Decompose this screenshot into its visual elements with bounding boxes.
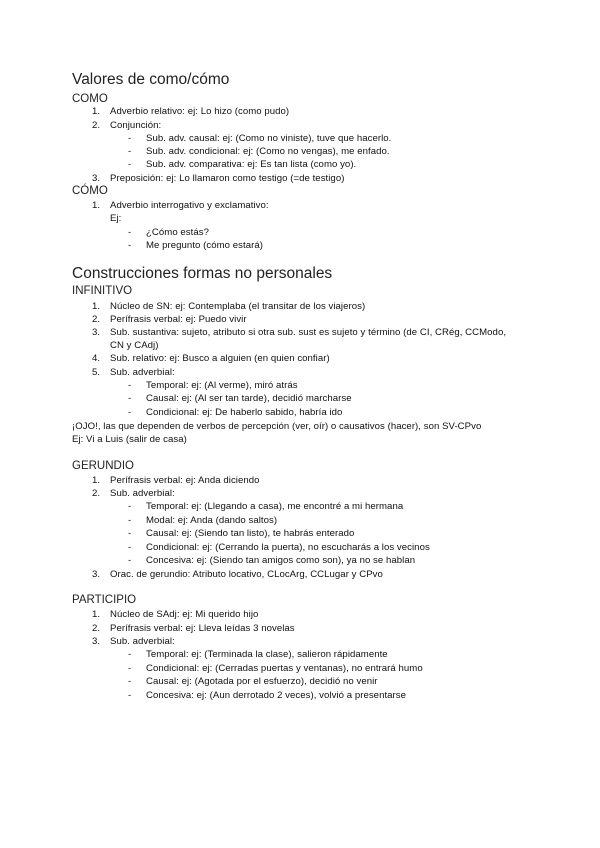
sub-list-item: Temporal: ej: (Terminada la clase), salieron rápidamente — [146, 649, 388, 660]
list-number: 2. — [91, 314, 100, 325]
list-item: Adverbio interrogativo y exclamativo: — [110, 200, 269, 211]
note-ojo: ¡OJO!, las que dependen de verbos de percepción (ver, oír) o causativos (hacer), son SV-CPvo — [72, 421, 482, 432]
bullet-dash: - — [128, 555, 132, 566]
list-item: Sub. adverbial: — [110, 488, 175, 499]
list-item: Perífrasis verbal: ej: Anda diciendo — [110, 475, 260, 486]
list-item: Perífrasis verbal: ej: Lleva leídas 3 novelas — [110, 623, 295, 634]
list-number: 3. — [91, 327, 100, 338]
sub-list-item: ¿Cómo estás? — [146, 227, 209, 238]
bullet-dash: - — [128, 407, 132, 418]
sub-list-item: Temporal: ej: (Llegando a casa), me encontré a mi hermana — [146, 501, 404, 512]
list-item: Adverbio relativo: ej: Lo hizo (como pudo) — [110, 106, 290, 117]
sub-list-item: Causal: ej: (Al ser tan tarde), decidió marcharse — [146, 393, 352, 404]
bullet-dash: - — [128, 663, 132, 674]
label-infinitivo: INFINITIVO — [72, 285, 133, 297]
sub-list-item: Condicional: ej: (Cerradas puertas y ventanas), no entrará humo — [146, 663, 423, 674]
section-title-como: Valores de como/cómo — [72, 71, 230, 88]
section-title-construcciones: Construcciones formas no personales — [72, 265, 333, 282]
list-item: Sub. sustantiva: sujeto, atributo si otra sub. sust es sujeto y término (de CI, CRég, CCModo, — [110, 327, 507, 338]
list-item: Núcleo de SN: ej: Contemplaba (el transitar de los viajeros) — [110, 301, 366, 312]
bullet-dash: - — [128, 528, 132, 539]
sub-list-item: Modal: ej: Anda (dando saltos) — [146, 515, 278, 526]
list-number: 2. — [91, 623, 100, 634]
list-item: Núcleo de SAdj: ej: Mi querido hijo — [110, 609, 259, 620]
sub-list-item: Condicional: ej: De haberlo sabido, habría ido — [146, 407, 343, 418]
bullet-dash: - — [128, 380, 132, 391]
note-example: Ej: Vi a Luis (salir de casa) — [72, 434, 187, 445]
bullet-dash: - — [128, 501, 132, 512]
list-number: 1. — [91, 301, 100, 312]
label-gerundio: GERUNDIO — [72, 460, 134, 472]
list-number: 5. — [91, 367, 100, 378]
sub-list-item: Temporal: ej: (Al verme), miró atrás — [146, 380, 298, 391]
list-item: Orac. de gerundio: Atributo locativo, CLocArg, CCLugar y CPvo — [110, 569, 383, 580]
bullet-dash: - — [128, 393, 132, 404]
bullet-dash: - — [128, 649, 132, 660]
list-number: 1. — [91, 200, 100, 211]
list-number: 4. — [91, 353, 100, 364]
sub-list-item: Me pregunto (cómo estará) — [146, 240, 263, 251]
sub-list-item: Concesiva: ej: (Aun derrotado 2 veces), volvió a presentarse — [146, 690, 407, 701]
label-como: COMO — [72, 93, 108, 105]
bullet-dash: - — [128, 133, 132, 144]
bullet-dash: - — [128, 542, 132, 553]
label-como-tilde: CÓMO — [72, 185, 108, 197]
bullet-dash: - — [128, 146, 132, 157]
list-number: 2. — [91, 120, 100, 131]
list-number: 3. — [91, 569, 100, 580]
list-number: 1. — [91, 106, 100, 117]
list-number: 3. — [91, 173, 100, 184]
sub-list-item: Causal: ej: (Agotada por el esfuerzo), decidió no venir — [146, 676, 378, 687]
list-item: Sub. adverbial: — [110, 367, 175, 378]
bullet-dash: - — [128, 515, 132, 526]
list-number: 1. — [91, 609, 100, 620]
sub-list-item: Causal: ej: (Siendo tan listo), te habrás enterado — [146, 528, 355, 539]
list-item: Preposición: ej: Lo llamaron como testigo (=de testigo) — [110, 173, 345, 184]
label-participio: PARTICIPIO — [72, 594, 137, 606]
sub-list-item: Sub. adv. condicional: ej: (Como no vengas), me enfado. — [146, 146, 390, 157]
example-label: Ej: — [110, 213, 122, 224]
sub-list-item: Sub. adv. comparativa: ej: Es tan lista (como yo). — [146, 159, 357, 170]
bullet-dash: - — [128, 240, 132, 251]
sub-list-item: Sub. adv. causal: ej: (Como no viniste), tuve que hacerlo. — [146, 133, 392, 144]
list-item: Conjunción: — [110, 120, 162, 131]
sub-list-item: Concesiva: ej: (Siendo tan amigos como son), ya no se hablan — [146, 555, 416, 566]
bullet-dash: - — [128, 676, 132, 687]
sub-list-item: Condicional: ej: (Cerrando la puerta), no escucharás a los vecinos — [146, 542, 430, 553]
list-number: 2. — [91, 488, 100, 499]
list-item: Sub. adverbial: — [110, 636, 175, 647]
list-item: Sub. relativo: ej: Busco a alguien (en quien confiar) — [110, 353, 330, 364]
list-number: 1. — [91, 475, 100, 486]
bullet-dash: - — [128, 690, 132, 701]
list-item: Perífrasis verbal: ej: Puedo vivir — [110, 314, 247, 325]
bullet-dash: - — [128, 159, 132, 170]
list-item-continuation: CN y CAdj) — [110, 340, 159, 351]
list-number: 3. — [91, 636, 100, 647]
bullet-dash: - — [128, 227, 132, 238]
